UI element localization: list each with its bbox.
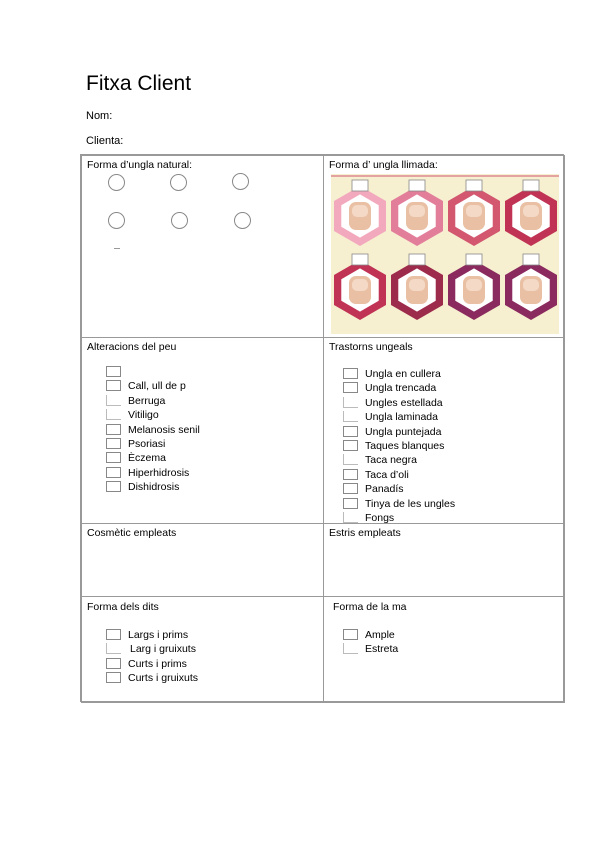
checkbox[interactable]: [343, 483, 358, 494]
divider-mark: [114, 248, 120, 249]
foot-conditions-cell: [81, 337, 324, 524]
shape-checkbox-1-0[interactable]: [352, 180, 368, 191]
checkbox[interactable]: [343, 469, 358, 480]
checkbox[interactable]: [106, 643, 121, 654]
natural-nail-header: Forma d’ungla natural:: [87, 159, 193, 171]
hand-shape-item[interactable]: Estreta: [343, 642, 398, 656]
shape-checkbox-1-2[interactable]: [466, 180, 482, 191]
nail-shape-option-6[interactable]: [234, 212, 251, 229]
checkbox[interactable]: [106, 672, 121, 683]
nail-shapes-svg: [331, 174, 559, 334]
nail-disorder-item[interactable]: Taques blanques: [343, 439, 455, 453]
tools-header: Estris empleats: [329, 527, 401, 539]
checkbox[interactable]: [343, 382, 358, 393]
checkbox[interactable]: [343, 498, 358, 509]
nail-shape-option-3[interactable]: [232, 173, 249, 190]
checkbox[interactable]: [343, 426, 358, 437]
finger-shape-cell: [81, 596, 324, 703]
nail-disorders-header: Trastorns ungeals: [329, 341, 413, 353]
checkbox[interactable]: [343, 643, 358, 654]
checkbox[interactable]: [106, 629, 121, 640]
nail-disorder-item[interactable]: Ungles estellada: [343, 396, 455, 410]
checkbox[interactable]: [106, 395, 121, 406]
foot-item[interactable]: Psoriasi: [106, 437, 200, 451]
checkbox[interactable]: [106, 366, 121, 377]
nail-disorder-item[interactable]: Ungla trencada: [343, 381, 455, 395]
checkbox[interactable]: [343, 368, 358, 379]
nail-shape-option-2[interactable]: [170, 174, 187, 191]
checkbox[interactable]: [106, 438, 121, 449]
checkbox[interactable]: [106, 380, 121, 391]
nail-tip-1-0: [352, 205, 368, 217]
nail-disorder-item[interactable]: Taca d’oli: [343, 468, 455, 482]
checkbox[interactable]: [343, 411, 358, 422]
nail-shape-option-4[interactable]: [108, 212, 125, 229]
filed-nail-header: Forma d’ ungla llimada:: [329, 159, 438, 171]
nail-disorders-list: [343, 367, 455, 525]
foot-item[interactable]: Berruga: [106, 394, 200, 408]
checkbox[interactable]: [343, 454, 358, 465]
foot-conditions-list: [106, 365, 200, 495]
cosmetics-cell: [81, 523, 324, 597]
finger-shape-item[interactable]: Larg i gruixuts: [106, 642, 198, 656]
checkbox[interactable]: [106, 658, 121, 669]
checkbox[interactable]: [106, 452, 121, 463]
checkbox[interactable]: [343, 512, 358, 523]
shape-checkbox-2-1[interactable]: [409, 254, 425, 265]
nail-tip-2-3: [523, 279, 539, 291]
hand-shape-header: Forma de la ma: [333, 601, 407, 613]
hand-shape-cell: [323, 596, 565, 703]
foot-item[interactable]: Hiperhidrosis: [106, 466, 200, 480]
nail-tip-1-2: [466, 205, 482, 217]
foot-item[interactable]: Èczema: [106, 451, 200, 465]
clienta-label: Clienta:: [86, 135, 124, 147]
nail-disorder-item[interactable]: Ungla laminada: [343, 410, 455, 424]
client-form-table: [80, 154, 564, 702]
cosmetics-header: Cosmètic empleats: [87, 527, 177, 539]
checkbox[interactable]: [343, 629, 358, 640]
nail-disorders-cell: [323, 337, 565, 524]
finger-shape-item[interactable]: Largs i prims: [106, 628, 198, 642]
foot-item[interactable]: Dishidrosis: [106, 480, 200, 494]
nail-shape-option-1[interactable]: [108, 174, 125, 191]
checkbox[interactable]: [343, 397, 358, 408]
shape-checkbox-2-3[interactable]: [523, 254, 539, 265]
tools-cell: [323, 523, 565, 597]
shape-checkbox-2-2[interactable]: [466, 254, 482, 265]
nail-shapes-illustration: [331, 174, 559, 334]
finger-shape-item[interactable]: Curts i gruixuts: [106, 671, 198, 685]
shape-checkbox-2-0[interactable]: [352, 254, 368, 265]
nom-label: Nom:: [86, 110, 113, 122]
nail-disorder-item[interactable]: Fongs: [343, 511, 455, 525]
natural-nail-cell: [81, 155, 324, 338]
nail-tip-1-1: [409, 205, 425, 217]
finger-shape-item[interactable]: Curts i prims: [106, 657, 198, 671]
foot-conditions-header: Alteracions del peu: [87, 341, 177, 353]
nail-disorder-item[interactable]: Taca negra: [343, 453, 455, 467]
finger-shape-list: [106, 628, 198, 686]
checkbox[interactable]: [343, 440, 358, 451]
checkbox[interactable]: [106, 409, 121, 420]
foot-item[interactable]: Vitiligo: [106, 408, 200, 422]
nail-disorder-item[interactable]: Ungla puntejada: [343, 425, 455, 439]
hand-shape-item[interactable]: Ample: [343, 628, 398, 642]
foot-item[interactable]: [106, 365, 200, 379]
nail-tip-2-0: [352, 279, 368, 291]
nail-shape-option-5[interactable]: [171, 212, 188, 229]
nail-disorder-item[interactable]: Ungla en cullera: [343, 367, 455, 381]
checkbox[interactable]: [106, 467, 121, 478]
shape-checkbox-1-3[interactable]: [523, 180, 539, 191]
filed-nail-cell: [323, 155, 565, 338]
checkbox[interactable]: [106, 481, 121, 492]
nail-tip-1-3: [523, 205, 539, 217]
nail-disorder-item[interactable]: Panadís: [343, 482, 455, 496]
page-title: Fitxa Client: [86, 72, 192, 95]
finger-shape-header: Forma dels dits: [87, 601, 159, 613]
nail-disorder-item[interactable]: Tinya de les ungles: [343, 497, 455, 511]
foot-item[interactable]: Call, ull de p: [106, 379, 200, 393]
checkbox[interactable]: [106, 424, 121, 435]
nail-tip-2-2: [466, 279, 482, 291]
hand-shape-list: [343, 628, 398, 657]
foot-item[interactable]: Melanosis senil: [106, 423, 200, 437]
shape-checkbox-1-1[interactable]: [409, 180, 425, 191]
nail-tip-2-1: [409, 279, 425, 291]
